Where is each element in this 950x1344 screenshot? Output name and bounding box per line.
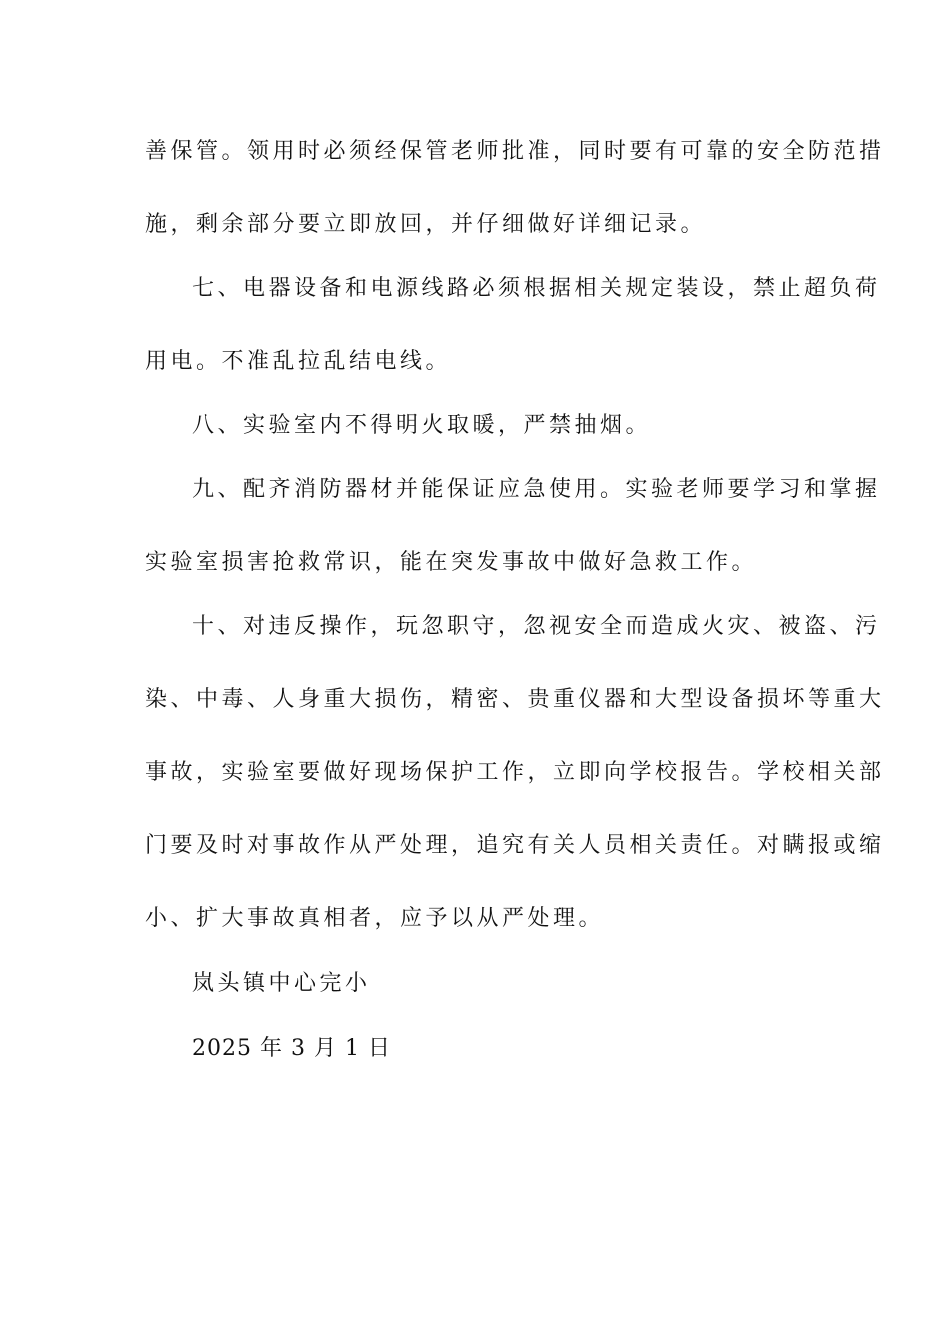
item-10-line-5: 小、扩大事故真相者，应予以从严处理。	[145, 906, 605, 931]
item-10-line-4: 门要及时对事故作从严处理，追究有关人员相关责任。对瞒报或缩	[145, 833, 885, 858]
item-10-line-1: 十、对违反操作，玩忽职守，忽视安全而造成火灾、被盗、污	[192, 614, 881, 639]
body-text-line-2: 施，剩余部分要立即放回，并仔细做好详细记录。	[145, 212, 707, 237]
body-text-line-1: 善保管。领用时必须经保管老师批准，同时要有可靠的安全防范措	[145, 139, 885, 164]
item-10-line-3: 事故，实验室要做好现场保护工作，立即向学校报告。学校相关部	[145, 760, 885, 785]
item-9-line-1: 九、配齐消防器材并能保证应急使用。实验老师要学习和掌握	[192, 477, 881, 502]
item-10-line-2: 染、中毒、人身重大损伤，精密、贵重仪器和大型设备损坏等重大	[145, 687, 885, 712]
item-8-line: 八、实验室内不得明火取暖，严禁抽烟。	[192, 413, 652, 438]
item-7-line-1: 七、电器设备和电源线路必须根据相关规定装设，禁止超负荷	[192, 276, 881, 301]
signature-organization: 岚头镇中心完小	[192, 971, 371, 996]
item-9-line-2: 实验室损害抢救常识，能在突发事故中做好急救工作。	[145, 550, 758, 575]
signature-date: 2025 年 3 月 1 日	[192, 1036, 391, 1061]
item-7-line-2: 用电。不准乱拉乱结电线。	[145, 349, 452, 374]
